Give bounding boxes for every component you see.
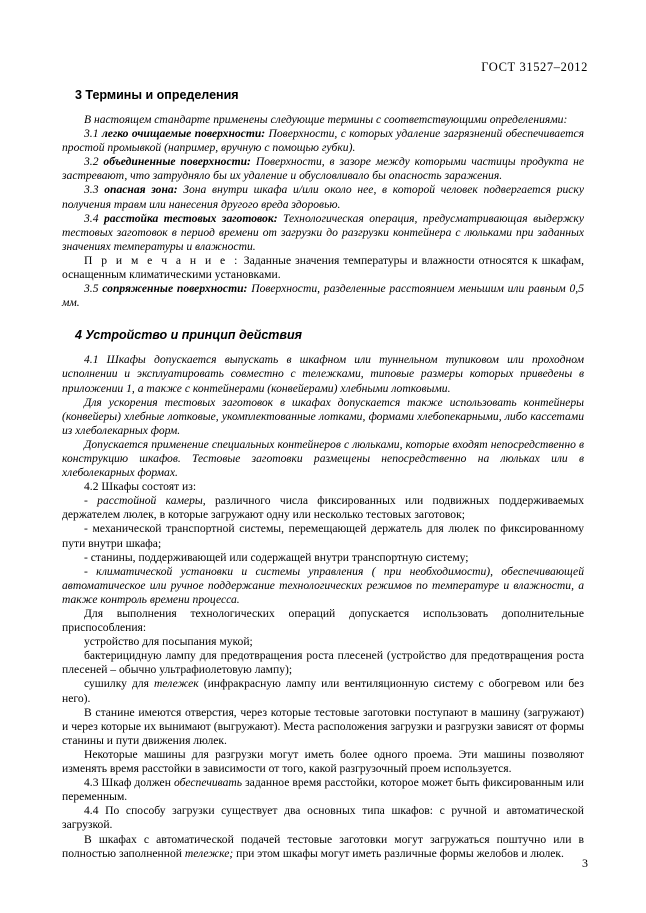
paragraph bbox=[62, 480, 584, 494]
paragraph bbox=[62, 833, 584, 861]
text-run: - станины, поддерживающей или содержащей внутри транспортную систему; bbox=[84, 550, 469, 564]
paragraph bbox=[62, 635, 584, 649]
text-run: сушилку для bbox=[84, 677, 155, 691]
text-run: Поверхности, разделенные расстоянием меньшим или равным 0,5 мм. bbox=[62, 282, 584, 310]
text-run: 3.4 bbox=[84, 211, 104, 225]
text-run: (инфракрасную лампу или вентиляционную систему с обогревом или без него). bbox=[62, 677, 584, 705]
text-run: сопряженные поверхности: bbox=[102, 282, 248, 296]
text-run: В станине имеются отверстия, через которые тестовые заготовки поступают в машину (загружают) и через которые их вынимают (выгружают). Места расположения загрузки и разгрузки зависят от формы станины и пути движения люлек. bbox=[62, 705, 584, 747]
paragraph bbox=[62, 804, 584, 832]
paragraph bbox=[62, 155, 584, 183]
text-run: - механической транспортной системы, перемещающей держатель для люлек по фиксированному пути внутри шкафа; bbox=[62, 522, 584, 550]
text-run: расстойной камеры, bbox=[97, 494, 206, 508]
text-run: Допускается применение специальных контейнеров с люльками, которые входят непосредственно в конструкцию шкафов. Тестовые заготовки размещены непосредственно на люльках или в хлеболекарных формах. bbox=[62, 437, 584, 480]
paragraph bbox=[62, 183, 584, 211]
paragraph bbox=[62, 776, 584, 804]
text-run: бактерицидную лампу для предотвращения роста плесеней (устройство для предотвращения роста плесеней – обычно ультрафиолетовую лампу); bbox=[62, 649, 584, 677]
paragraph bbox=[62, 254, 584, 282]
text-run: Заданные значения температуры и влажности относятся к шкафам, оснащенным климатическими установками. bbox=[62, 253, 584, 282]
text-run: Поверхности, с которых удаление загрязнений обеспечивается простой промывкой (например, вручную с помощью губки). bbox=[62, 127, 584, 155]
text-run: заданное время расстойки, которое может быть фиксированным или переменным. bbox=[62, 776, 584, 804]
text-run: объединенные поверхности: bbox=[103, 155, 251, 169]
text-run: 4.4 По способу загрузки существует два основных типа шкафов: с ручной и автоматической загрузкой. bbox=[62, 804, 584, 832]
text-run: Поверхности, в зазоре между которыми частицы продукта не застревают, что затрудняло бы их удаление и обусловливало бы опасность заражения. bbox=[62, 155, 585, 183]
paragraph bbox=[62, 282, 584, 310]
text-run: Технологическая операция, предусматривающая выдержку тестовых заготовок в период времени от загрузки до разгрузки контейнера с люльками при заданных значениях температуры и влажности. bbox=[62, 211, 585, 253]
text-run: 3.1 bbox=[84, 127, 102, 141]
section-4-paragraphs bbox=[62, 353, 584, 860]
paragraph bbox=[62, 113, 584, 127]
document-body bbox=[62, 88, 584, 861]
text-run: Для ускорения тестовых заготовок в шкафах допускается также использовать контейнеры (конвейеры) хлебные лотковые, укомплектованные лотками, формами хлебопекарными, либо кассетами из хлеболекарных форм. bbox=[62, 395, 584, 437]
text-run: В настоящем стандарте применены следующие термины с соответствующими определениями: bbox=[84, 113, 568, 126]
text-run: расстойка тестовых заготовок: bbox=[103, 211, 278, 225]
paragraph bbox=[62, 706, 584, 748]
paragraph bbox=[62, 649, 584, 677]
paragraph bbox=[62, 607, 584, 635]
text-run: - bbox=[84, 494, 98, 508]
text-run: опасная зона: bbox=[104, 183, 178, 197]
text-run: П р и м е ч а н и е : bbox=[84, 253, 240, 267]
paragraph bbox=[62, 522, 584, 550]
text-run: обеспечивать bbox=[173, 776, 243, 790]
text-run: различного числа фиксированных или подвижных поддерживаемых держателем люлек, в которые загружают одну или несколько тестовых заготовок; bbox=[62, 494, 584, 522]
text-run: 4.1 Шкафы допускается выпускать в шкафном или туннельном тупиковом или проходном исполнении и эксплуатировать совместно с тележками, типовые размеры которых приведены в приложении 1, а также с контейнерами (конвейерами) хлебными лотковыми. bbox=[62, 353, 584, 395]
page-header: ГОСТ 31527–2012 bbox=[481, 60, 588, 74]
paragraph bbox=[62, 565, 584, 607]
text-run: 3.2 bbox=[84, 155, 104, 169]
text-run: устройство для посыпания мукой; bbox=[84, 635, 253, 649]
text-run: - климатической установки и системы управления ( при необходимости), обеспечивающей автоматическое или ручное поддержание технологических режимов по температуре и влажности, а также контроль времени процесса. bbox=[62, 564, 584, 606]
paragraph bbox=[62, 551, 584, 565]
text-run: 4.2 Шкафы состоят из: bbox=[84, 480, 197, 494]
page-number: 3 bbox=[582, 856, 588, 870]
text-run: 3.5 bbox=[84, 282, 103, 296]
text-run: Зона внутри шкафа и/или около нее, в которой человек подвергается риску получения травм или нанесения другого вреда здоровью. bbox=[62, 183, 584, 211]
section-heading-4: 4 Устройство и принцип действия bbox=[75, 328, 302, 343]
text-run: Для выполнения технологических операций допускается использовать дополнительные приспособления: bbox=[62, 607, 584, 635]
text-run: 4.3 Шкаф должен bbox=[84, 776, 174, 790]
section-3-paragraphs bbox=[62, 113, 584, 310]
paragraph bbox=[62, 127, 584, 155]
text-run: 3.3 bbox=[84, 183, 105, 197]
section-heading-3: 3 Термины и определения bbox=[75, 88, 239, 102]
paragraph bbox=[62, 748, 584, 776]
text-run: при этом шкафы могут иметь различные формы желобов и люлек. bbox=[233, 846, 564, 860]
paragraph bbox=[62, 677, 584, 705]
text-run: Некоторые машины для разгрузки могут иметь более одного проема. Эти машины позволяют изменять время расстойки в зависимости от того, какой разгрузочный проем используется. bbox=[62, 747, 584, 776]
paragraph bbox=[62, 353, 584, 395]
paragraph bbox=[62, 438, 584, 480]
text-run: легко очищаемые поверхности: bbox=[101, 127, 266, 141]
text-run: тележек bbox=[154, 677, 199, 691]
text-run: В шкафах с автоматической подачей тестовые заготовки могут загружаться поштучно или в полностью заполненной bbox=[62, 832, 584, 860]
paragraph bbox=[62, 396, 584, 438]
paragraph bbox=[62, 494, 584, 522]
paragraph bbox=[62, 212, 584, 254]
text-run: тележке; bbox=[184, 846, 234, 860]
